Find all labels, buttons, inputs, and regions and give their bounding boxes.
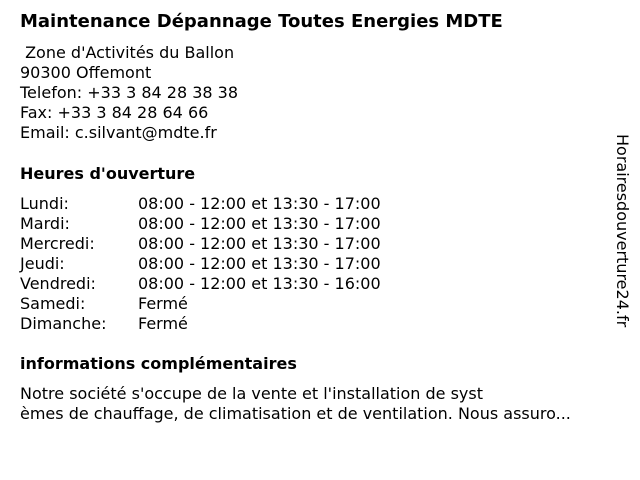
hours-day: Lundi: — [20, 194, 69, 213]
description-text — [20, 384, 620, 424]
hours-time: 08:00 - 12:00 et 13:30 - 17:00 — [138, 234, 381, 253]
hours-time: 08:00 - 12:00 et 13:30 - 16:00 — [138, 274, 381, 293]
hours-day: Dimanche: — [20, 314, 107, 333]
hours-day: Jeudi: — [20, 254, 65, 273]
hours-time: 08:00 - 12:00 et 13:30 - 17:00 — [138, 214, 381, 233]
hours-time: 08:00 - 12:00 et 13:30 - 17:00 — [138, 254, 381, 273]
description-line-2: èmes de chauffage, de climatisation et de ventilation. Nous assuro... — [20, 404, 571, 423]
company-title: Maintenance Dépannage Toutes Energies MDTE — [20, 11, 503, 32]
hours-day: Mercredi: — [20, 234, 95, 253]
address-block — [20, 43, 238, 143]
hours-row-mardi — [20, 214, 381, 234]
hours-row-lundi — [20, 194, 381, 214]
hours-day: Mardi: — [20, 214, 70, 233]
hours-time: Fermé — [138, 294, 188, 313]
hours-row-dimanche — [20, 314, 381, 334]
description-line-1: Notre société s'occupe de la vente et l'installation de syst — [20, 384, 483, 403]
fax-number: Fax: +33 3 84 28 64 66 — [20, 103, 209, 122]
hours-day: Vendredi: — [20, 274, 96, 293]
hours-time: 08:00 - 12:00 et 13:30 - 17:00 — [138, 194, 381, 213]
hours-table — [20, 194, 381, 334]
watermark-text: Horairesdouverture24.fr — [613, 134, 632, 328]
info-heading: informations complémentaires — [20, 354, 297, 373]
email-address: Email: c.silvant@mdte.fr — [20, 123, 217, 142]
phone-number: Telefon: +33 3 84 28 38 38 — [20, 83, 239, 102]
address-street: Zone d'Activités du Ballon — [20, 43, 235, 62]
hours-row-jeudi — [20, 254, 381, 274]
address-city: 90300 Offemont — [20, 63, 152, 82]
hours-row-samedi — [20, 294, 381, 314]
hours-row-mercredi — [20, 234, 381, 254]
hours-heading: Heures d'ouverture — [20, 164, 196, 183]
hours-day: Samedi: — [20, 294, 86, 313]
hours-row-vendredi — [20, 274, 381, 294]
hours-time: Fermé — [138, 314, 188, 333]
